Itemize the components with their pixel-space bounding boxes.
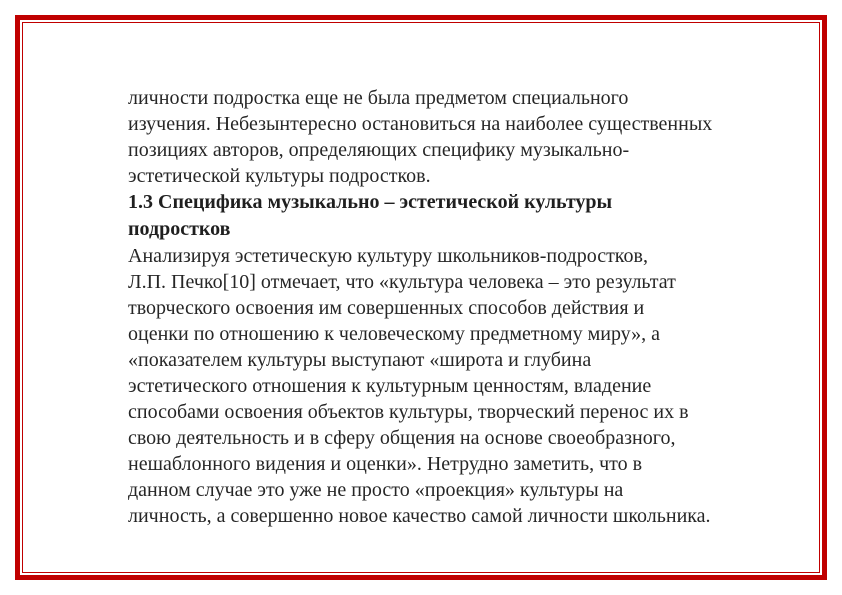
body-paragraph (128, 243, 768, 529)
body-line: оценки по отношению к человеческому предметному миру», а (128, 323, 661, 345)
body-line: нешаблонного видения и оценки». Нетрудно заметить, что в (128, 453, 643, 475)
body-line: «показателем культуры выступают «широта и глубина (128, 349, 592, 371)
body-line: способами освоения объектов культуры, творческий перенос их в (128, 401, 689, 423)
body-line: Л.П. Печко[10] отмечает, что «культура человека – это результат (128, 271, 676, 293)
intro-line: эстетической культуры подростков. (128, 165, 431, 187)
intro-paragraph (128, 85, 768, 189)
intro-line: личности подростка еще не была предметом специального (128, 87, 629, 109)
body-line: свою деятельность и в сферу общения на основе своеобразного, (128, 427, 676, 449)
body-line: творческого освоения им совершенных способов действия и (128, 297, 645, 319)
heading-line: подростков (128, 218, 231, 240)
body-line: эстетического отношения к культурным ценностям, владение (128, 375, 652, 397)
body-line: Анализируя эстетическую культуру школьников-подростков, (128, 245, 648, 267)
body-line: личность, а совершенно новое качество самой личности школьника. (128, 505, 711, 527)
heading-line: 1.3 Специфика музыкально – эстетической культуры (128, 191, 613, 213)
intro-line: позициях авторов, определяющих специфику музыкально- (128, 139, 630, 161)
intro-line: изучения. Небезынтересно остановиться на наиболее существенных (128, 113, 713, 135)
slide-text-block (128, 85, 768, 529)
body-line: данном случае это уже не просто «проекция» культуры на (128, 479, 624, 501)
section-heading (128, 189, 768, 243)
